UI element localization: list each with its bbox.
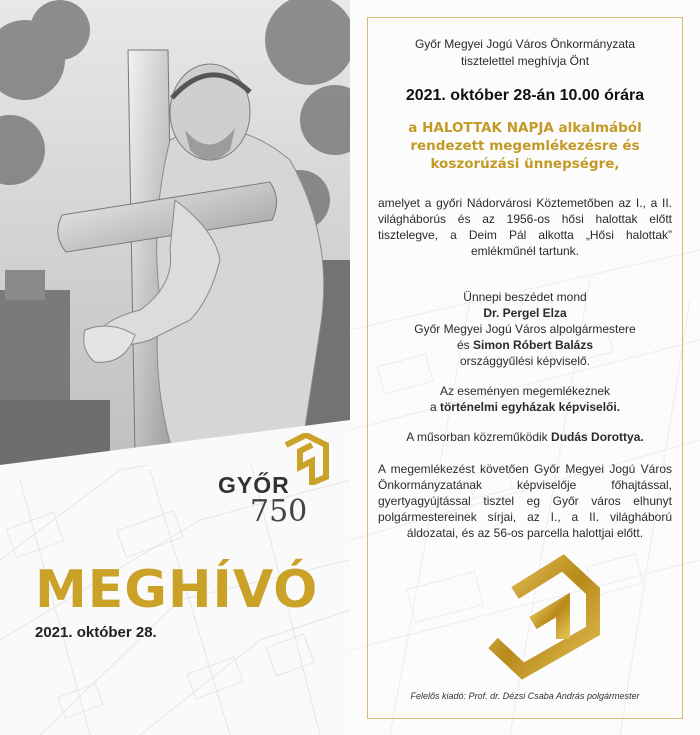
speech-section <box>378 289 672 369</box>
remembrance-section <box>378 383 672 415</box>
speaker-1-title: Győr Megyei Jogú Város alpolgármestere <box>414 322 636 336</box>
program-line <box>378 429 672 445</box>
host-line: Győr Megyei Jogú Város Önkormányzata <box>414 37 636 51</box>
occasion-heading-line: a HALOTTAK NAPJA alkalmából <box>408 120 642 136</box>
host-line-2: tisztelettel meghívja Önt <box>460 54 590 68</box>
occasion-heading <box>378 119 672 173</box>
event-description: amelyet a győri Nádorvárosi Köztemetőben az I., a II. világháborús és az 1956-os hősi halottak előtt tisztelegve, a Deim Pál alkotta „Hősi halottak” emlékműnél tartunk. <box>378 196 672 258</box>
remembrance-prefix: a <box>429 400 437 414</box>
remembrance-line: Az eseményen megemlékeznek <box>439 384 611 398</box>
program-text: A műsorban közreműködik <box>406 430 548 444</box>
logo-city-name: GYŐR <box>218 472 290 498</box>
cross-statue-photo <box>0 0 350 465</box>
speech-and: és <box>456 338 470 352</box>
invitation-date: 2021. október 28. <box>35 624 157 641</box>
occasion-heading-line: rendezett megemlékezésre és <box>410 138 640 154</box>
invitation-title: MEGHÍVÓ <box>35 560 319 620</box>
speaker-1-name: Dr. Pergel Elza <box>483 306 567 320</box>
event-date: 2021. október 28-án 10.00 órára <box>405 87 645 104</box>
speaker-2-name: Simon Róbert Balázs <box>473 338 594 352</box>
speech-intro: Ünnepi beszédet mond <box>463 290 587 304</box>
details-panel <box>350 0 700 735</box>
speaker-2-title: országgyűlési képviselő. <box>459 354 591 368</box>
closing-paragraph: A megemlékezést követően Győr Megyei Jogú Város Önkormányzatának képviselője főhajtással, gyertyagyújtással tisztel eg Győr város elhunyt polgármestereinek sírjai, az I., a II. világháború áldozatai, és az 56-os parcella halottjai előtt. <box>378 462 672 540</box>
logo-anniversary: 750 <box>250 494 308 529</box>
gyor-750-large-emblem-icon <box>483 553 601 681</box>
performer-name: Dudás Dorottya. <box>551 430 644 444</box>
churches-representatives: történelmi egyházak képviselői. <box>439 400 621 414</box>
occasion-heading-line: koszorúzási ünnepségre, <box>430 156 620 172</box>
publisher-credit: Felelős kiadó: Prof. dr. Dézsi Csaba András polgármester <box>410 691 640 701</box>
